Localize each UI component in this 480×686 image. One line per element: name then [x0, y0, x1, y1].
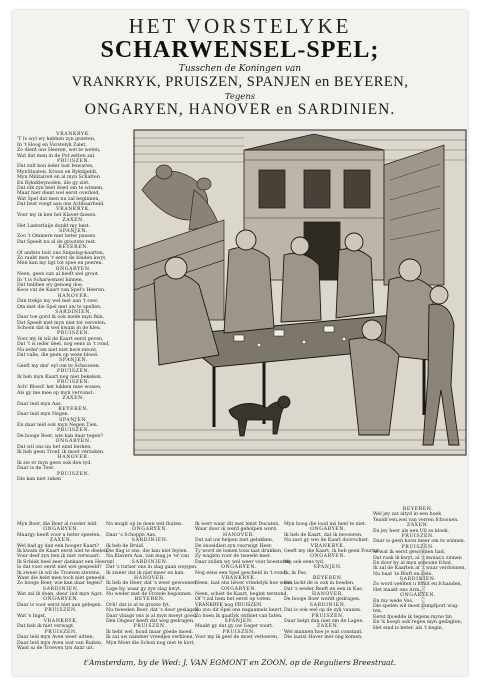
- verse-line: PRUISZEN.: [311, 613, 345, 619]
- verse-line: ZAXEN.: [62, 396, 85, 402]
- verse-line: ONGARYEN.: [43, 527, 79, 533]
- verse-line: Dat valle, die geen op weze bloed.: [17, 353, 99, 359]
- verse-line: VRANKRYK.: [221, 575, 257, 581]
- title-line-2: SCHARWENSEL-SPEL;: [100, 37, 380, 63]
- verse-line: Geeft my dez' eyl om te Scheuwen.: [17, 363, 101, 369]
- verse-line: PRUISZEN.: [133, 624, 167, 630]
- verse-line: Wat dat men in de Pot zetten zal.: [17, 153, 96, 159]
- verse-line: Die tackt de is ook in boeden.: [284, 581, 355, 587]
- verse-line: Ik zweer ik wil de Troeven stevens,: [17, 570, 101, 576]
- verse-line: PRUISZEN.: [56, 379, 91, 385]
- verse-line: Lage hy, waar gy zyn slag kwyt.: [106, 586, 182, 592]
- verse-line: ONGARYEN.: [221, 586, 257, 592]
- verse-line: Men kan my ligt tot spee en peeren.: [17, 261, 104, 267]
- verse-line: De hooge Boer, wie kan daar tegen?: [17, 433, 103, 439]
- verse-line: ONGARYEN.: [221, 565, 257, 571]
- verse-line: ZAXEN.: [406, 523, 430, 529]
- verse-line: BEYEREN.: [134, 597, 166, 603]
- verse-line: Ty word de lomen tous laat drukken,: [195, 548, 283, 554]
- verse-line: Schoon dat ik wel kwam in de kleu.: [17, 326, 102, 332]
- verse-column-5: [373, 507, 467, 631]
- verse-line: Ik heb myn Kaart nog niet bekeken.: [17, 374, 103, 380]
- verse-line: Nu baat 'ie Bluft en Zele.: [373, 571, 433, 577]
- verse-line: SPANJEN.: [59, 417, 88, 423]
- verse-line: Voor deef zyn ben ik niet verwaart.: [17, 554, 101, 560]
- verse-line: Is dat voor eerst niet wel gespeeld?: [17, 565, 102, 571]
- verse-line: Zo hooge Boer, wie kan daar tegen?: [17, 581, 103, 587]
- verse-line: PRUISZEN.: [44, 608, 78, 614]
- verse-line: Dat wil ons nu het eind berken,: [17, 444, 92, 450]
- verse-line: HANOVER.: [134, 575, 166, 581]
- verse-line: Daar zullen wy wel weer voor koesteren,: [195, 559, 293, 565]
- verse-line: Het maakt ons Arm.: [373, 587, 421, 593]
- verse-line: In 't is Scharwenzel binnen,: [17, 277, 84, 283]
- title-line-1: HET VORSTELYKE: [128, 14, 352, 38]
- verse-line: MynStaaten, Kroon en Rykdgeldt,: [17, 169, 98, 175]
- verse-line: Zo dient ons Heeren, wel te weten,: [17, 148, 101, 154]
- verse-line: Die flag is ons, die kan niet feylen.: [106, 548, 189, 554]
- verse-line: Of anders buit ons Snipslag-kaarten,: [17, 250, 105, 256]
- verse-line: PRUISZEN.: [222, 629, 256, 635]
- verse-line: Al wat ik eerst gewonnen had,: [373, 550, 446, 556]
- verse-line: Wat zal ik doen, deez' leit myn Agst.: [17, 592, 103, 598]
- verse-line: PRUISZEN.: [56, 428, 91, 434]
- verse-line: Tealdi'ven,wel van verren fchoouen.: [373, 517, 459, 523]
- verse-line: Dat heb ik niet verwagt.: [17, 624, 75, 630]
- verse-line: Maargy heeft voor u beter speelen.: [17, 532, 101, 538]
- verse-line: De hooge Boer wordt gedragen.: [284, 597, 361, 603]
- verse-line: Zo raakt men 'r eerst de bladen kwyt,: [17, 255, 107, 261]
- verse-line: Want die hebt men toch niet geneeld.: [17, 575, 107, 581]
- verse-line: SARDINIEN.: [131, 538, 169, 544]
- verse-line: En jey heer als een Uil so kloek.: [373, 528, 450, 534]
- verse-line: Och! dat is al te groote fyt,: [106, 602, 171, 608]
- verse-line: Ik wert waar dit met lenst Ducaten,: [195, 522, 280, 527]
- verse-line: Wat Spel dat men nu zal beginnen,: [17, 196, 100, 202]
- verse-line: Myn Moet die Schon nog niet te kort,: [106, 640, 196, 646]
- verse-line: SARDINIEN.: [42, 586, 80, 592]
- verse-line: Na Klavers Aas, van mag je 'er van: [106, 554, 189, 560]
- verse-line: Daar toe gord ik ook mede myn fkin,: [17, 315, 105, 321]
- verse-line: Waar door ik werd geholpen word.: [195, 527, 278, 533]
- verse-line: BEYEREN.: [58, 245, 89, 251]
- verse-line: PRUISZEN.: [401, 533, 435, 539]
- verse-line: Ik zweer dat ik niet meer en kan.: [106, 570, 185, 576]
- verse-line: Die spelen wil moet zampfport wag-: [373, 604, 459, 610]
- verse-line: Nu ieder om niet niet here nieuw,: [17, 347, 98, 353]
- verse-line: HANOVER.: [223, 532, 255, 538]
- verse-line: VRANKRYK.: [56, 207, 91, 213]
- verse-line: PRUISZEN.: [56, 331, 91, 337]
- imprint-footer: t'Amsterdam, by de Wed: J. VAN EGMONT en ZOON, op de Reguliers Breestraat.: [83, 658, 397, 667]
- title-kingdoms-second: ONGARYEN, HANOVER en SARDINIEN.: [84, 101, 396, 118]
- verse-line: Daar is voor eerst niet aan gelegen.: [17, 602, 103, 608]
- verse-line: Daar leid myn Aven wat van Ruiten,: [17, 640, 103, 646]
- verse-line: Het eind is beter, als 't begin.: [373, 625, 444, 631]
- verse-line: Daar is de Toer.: [17, 466, 55, 472]
- verse-line: Om met die Spel met aw te spellen.: [17, 304, 102, 310]
- verse-line: SPANJEN.: [313, 565, 343, 571]
- verse-line: ONGARYEN.: [400, 593, 436, 599]
- verse-line: HANOVER.: [57, 293, 90, 299]
- verse-line: SPANJEN.: [59, 229, 88, 235]
- verse-line: Want ui de Troeven tyn daar uit.: [17, 645, 95, 651]
- verse-line: Wel jey zat altyd in een hoek: [373, 512, 442, 518]
- verse-line: Dat 's weder Reeft en een in Kas.: [284, 586, 364, 592]
- verse-line: Dan trekje my wel met aan 't roer,: [17, 299, 99, 305]
- verse-line: De snoeldien zyn voorwigt Heer.: [195, 543, 273, 549]
- verse-line: VRANKRYK nog PRUISZEN.: [195, 602, 263, 608]
- verse-line: ONGARYEN.: [55, 266, 92, 272]
- verse-line: En door by al myn schoone fchat,: [373, 560, 453, 566]
- verse-line: Daar 's Schoppe Aas.: [106, 532, 157, 538]
- verse-line: Eerst fpoedde ik tegens myne tin: [373, 614, 452, 620]
- verse-line: Daar vlaags ons is al myn moeyt goed,: [106, 613, 198, 619]
- verse-line: ten,: [373, 609, 383, 615]
- verse-line: Nu tweeden Boer, dat 's door geslagen.: [106, 608, 200, 614]
- verse-line: Ik heb de Heer, dat 's weer gewonnen,: [106, 581, 198, 587]
- verse-line: Neen, schiet de Kaart, begint terstond,: [195, 592, 288, 598]
- verse-line: 'T Is wyl wy hebben zyn gezeten,: [17, 137, 96, 143]
- verse-line: Wel had gy dan een hooger Kaart?: [17, 543, 99, 549]
- verse-line: Dat best voegt aan ons Achbaarheid.: [17, 202, 105, 208]
- verse-line: Die kan niet raken: [17, 477, 62, 482]
- verse-line: Of 't zal hem het eerst op voten.: [195, 597, 272, 603]
- verse-line: En my wede Vos.: [373, 598, 414, 604]
- verse-line: ZAXEN.: [49, 538, 73, 544]
- verse-line: Ik heb geen Troef, ik moet verzaken.: [17, 450, 105, 456]
- verse-line: Ach! Bloed! het lukken mee wonen,: [17, 385, 102, 391]
- verse-line: Zo word veelten u fchiit en fchanden,: [373, 582, 463, 588]
- verse-line: HANOVER.: [57, 455, 90, 461]
- verse-line: ZAXEN.: [62, 218, 85, 224]
- verse-line: Zy wagten voor de tweede keer.: [195, 554, 271, 560]
- engraving-card-players: [134, 130, 466, 455]
- verse-line: Daar leid myn Aas.: [17, 401, 63, 407]
- verse-line: Maar hier dient wel eerst overleid,: [17, 191, 100, 197]
- verse-line: Dat raak ik kwyt, al 't dwaas's zinnen: [373, 555, 462, 561]
- watermark: www.Battlebooks.com: [420, 542, 427, 610]
- verse-line: PRUISZEN.: [44, 629, 78, 635]
- verse-line: Geeft my die Kaart, ik heb geen Fourtur,: [284, 548, 381, 554]
- verse-line: SARDINIEN.: [55, 309, 92, 315]
- verse-line: Dat Speelt met myn niet tot vervelen,: [17, 320, 107, 326]
- verse-line: ONGARYEN.: [55, 439, 92, 445]
- verse-line: Voor my ik geef de moet verloeren,: [195, 635, 279, 641]
- verse-line: Het Lanterluije dunkt my best.: [17, 223, 91, 229]
- verse-line: Wat 's Ingst.: [17, 613, 47, 619]
- verse-line: ZAXEN.: [316, 624, 340, 630]
- verse-line: Zo zou dit Spel ons nagaamels keert,: [195, 608, 283, 614]
- verse-line: Myn hoog die lood ins heel te niet.: [284, 522, 367, 527]
- verse-line: Als gy me mee op myn vervonst.: [17, 390, 94, 396]
- verse-line: BEYEREN.: [402, 507, 434, 512]
- verse-line: Ik zal uw nammer vreedjes verbloen,: [106, 635, 194, 641]
- verse-line: Dat is ook wel op de zyk vauxen.: [284, 608, 362, 614]
- verse-line: Na mogit op te doen wel fluiten.: [106, 522, 183, 527]
- verse-line: BEYEREN.: [312, 575, 344, 581]
- verse-line: En Rykskleynoden, die gy ziet.: [17, 180, 90, 186]
- verse-line: Ik kwam de Kaart eerst niet te deelen,: [17, 548, 109, 554]
- verse-line: HANOVER.: [312, 592, 344, 598]
- verse-line: Daar leid myn Aven weer uitten,: [17, 635, 94, 641]
- verse-line: Dat 's turner ons in slag gaan weygen.: [106, 565, 198, 571]
- verse-line: Nog eens een Spel gescheld in 't rond,: [195, 570, 287, 576]
- verse-line: ONGARYEN.: [310, 527, 346, 533]
- verse-line: ONGARYEN.: [43, 597, 79, 603]
- verse-line: SPANJEN.: [59, 358, 88, 364]
- verse-line: VRANKRYK.: [43, 619, 79, 625]
- verse-line: SPANJEN.: [224, 619, 254, 625]
- verse-line: Dat Speelt nu al de grootste rest.: [17, 239, 97, 245]
- verse-line: Daar helpt dan niet om de Lagen.: [284, 619, 364, 625]
- verse-column-left: [17, 132, 130, 482]
- verse-line: PRUISZEN.: [56, 158, 91, 164]
- verse-line: ONGARYEN.: [310, 554, 346, 560]
- verse-line: SARDINIEN.: [131, 559, 169, 565]
- verse-line: SARDINIEN.: [399, 577, 437, 583]
- verse-line: En 'k hoopt ook regen myn gedagten,: [373, 620, 463, 626]
- verse-column-1: [17, 522, 115, 651]
- verse-line: Den Ongeor heeft dat weg gedragen.: [106, 619, 195, 625]
- verse-line: Dat 't is ieder deel, nog eens in 't rond,: [17, 342, 110, 348]
- verse-column-2: [106, 522, 200, 646]
- verse-line: Zoo 't Ommere niet beter passen: [17, 234, 96, 240]
- verse-line: Dat zult kon ieder lust bewaren,: [17, 164, 94, 170]
- verse-line: Ik heb de Kaart, dat ik bevoeren.: [284, 532, 363, 538]
- verse-line: ONGARYEN.: [132, 527, 168, 533]
- verse-line: Ik hebt wel, houd maar goede moed.: [106, 629, 194, 635]
- verse-line: PRUISZEN.: [401, 544, 435, 550]
- verse-line: BEYEREN.: [58, 406, 89, 412]
- verse-line: Ik heb de Bruid.: [106, 543, 145, 549]
- verse-line: Daar leid myn Negen.: [17, 412, 70, 418]
- verse-line: Neen, geen van al heeft wel groot.: [17, 272, 100, 278]
- verse-line: Voor my ik wil de Kaart eerst geven,: [17, 336, 104, 342]
- verse-line: VRANKRYK.: [310, 543, 346, 549]
- verse-line: Myn Militairen en al myn Schatten: [17, 175, 100, 181]
- verse-column-4: [284, 522, 381, 641]
- title-subtitle: Tusschen de Koningen van: [178, 64, 302, 74]
- verse-line: Nu weder met de Fronde begonnen.: [106, 592, 193, 598]
- verse-line: Dat elk zyn best doed om te winnen,: [17, 185, 104, 191]
- verse-line: Neen, laat ons liever vrindelyk hoe ween,: [195, 581, 294, 587]
- verse-line: Voor my ik ken het Klaver-fassen.: [17, 212, 97, 218]
- verse-line: Die laatst Haver met ong komen.: [284, 635, 363, 641]
- verse-line: In 't Hoog en Vorstelyk Zalet,: [17, 142, 87, 148]
- verse-line: Koos vat de Kaart van Spel's Heeren.: [17, 288, 106, 294]
- verse-line: SARDINIEN.: [309, 602, 347, 608]
- verse-line: Ik Schiek heel zeer dankaar een Heeren!: [17, 559, 115, 565]
- title-kingdoms-first: VRANKRYK, PRUISZEN, SPANJEN en BEYEREN,: [71, 74, 409, 90]
- verse-line: VRANKRYK.: [56, 132, 91, 137]
- verse-line: Na zact gy wie de Kaart doorschiet.: [284, 538, 370, 544]
- verse-line: PRUISZEN.: [56, 369, 91, 375]
- title-tegens: Tegens: [224, 92, 256, 102]
- verse-line: PRUISZEN.: [56, 471, 91, 477]
- verse-line: Myn Boer, die Boer al roeder leid.: [17, 522, 98, 527]
- verse-line: Dat hebben wy genoeg doe,: [17, 282, 84, 288]
- verse-line: Ik zie er myn geen ook den tyd.: [17, 460, 92, 466]
- verse-line: Ik, ik Pas.: [284, 570, 308, 576]
- verse-line: My ook eens tyd.: [284, 559, 325, 565]
- verse-line: Daar is geen hoon meer om te winnen.: [373, 539, 466, 545]
- verse-column-3: [195, 522, 294, 641]
- verse-line: Zo hoen ik gaatlyk onthiet van Iaten.: [195, 613, 283, 619]
- verse-line: En daar leid ook myn Negen Tien.: [17, 423, 99, 429]
- verse-line: Wel mannen hoe je wat constant,: [284, 629, 363, 635]
- verse-line: Maakt gy dat gy uw Geger voort.: [195, 624, 274, 630]
- verse-line: Dat zal uw helpen niet gelukken,: [195, 538, 274, 544]
- broadsheet-page: [12, 10, 468, 676]
- verse-line: Ik zal de Kaarten af 't waar verdonnen,: [373, 566, 467, 572]
